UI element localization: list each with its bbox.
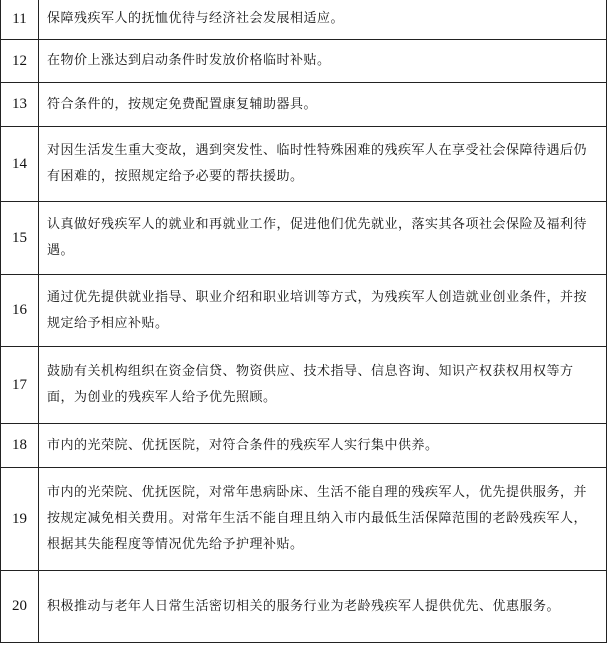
table-row xyxy=(1,40,607,83)
row-number: 15 xyxy=(1,202,39,275)
row-number: 19 xyxy=(1,468,39,571)
row-number: 16 xyxy=(1,275,39,347)
table-row xyxy=(1,275,607,347)
row-text: 符合条件的，按规定免费配置康复辅助器具。 xyxy=(39,83,607,127)
row-number: 17 xyxy=(1,347,39,424)
table-row xyxy=(1,347,607,424)
row-text: 积极推动与老年人日常生活密切相关的服务行业为老龄残疾军人提供优先、优惠服务。 xyxy=(39,571,607,643)
row-text: 鼓励有关机构组织在资金信贷、物资供应、技术指导、信息咨询、知识产权获权用权等方面，为创业的残疾军人给予优先照顾。 xyxy=(39,347,607,424)
row-number: 12 xyxy=(1,40,39,83)
row-text: 认真做好残疾军人的就业和再就业工作，促进他们优先就业，落实其各项社会保险及福利待遇。 xyxy=(39,202,607,275)
row-number: 20 xyxy=(1,571,39,643)
table-row xyxy=(1,468,607,571)
row-text: 在物价上涨达到启动条件时发放价格临时补贴。 xyxy=(39,40,607,83)
table-row xyxy=(1,424,607,468)
table-row xyxy=(1,83,607,127)
row-text: 通过优先提供就业指导、职业介绍和职业培训等方式，为残疾军人创造就业创业条件，并按规定给予相应补贴。 xyxy=(39,275,607,347)
row-number: 13 xyxy=(1,83,39,127)
table-row xyxy=(1,127,607,202)
row-text: 市内的光荣院、优抚医院，对符合条件的残疾军人实行集中供养。 xyxy=(39,424,607,468)
table-row xyxy=(1,202,607,275)
row-text: 对因生活发生重大变故，遇到突发性、临时性特殊困难的残疾军人在享受社会保障待遇后仍有困难的，按照规定给予必要的帮扶援助。 xyxy=(39,127,607,202)
row-text: 保障残疾军人的抚恤优待与经济社会发展相适应。 xyxy=(39,0,607,40)
table-row xyxy=(1,571,607,643)
row-number: 14 xyxy=(1,127,39,202)
table-row xyxy=(1,0,607,40)
row-number: 18 xyxy=(1,424,39,468)
row-number: 11 xyxy=(1,0,39,40)
row-text: 市内的光荣院、优抚医院，对常年患病卧床、生活不能自理的残疾军人，优先提供服务，并按规定减免相关费用。对常年生活不能自理且纳入市内最低生活保障范围的老龄残疾军人，根据其失能程度等情况优先给予护理补贴。 xyxy=(39,468,607,571)
